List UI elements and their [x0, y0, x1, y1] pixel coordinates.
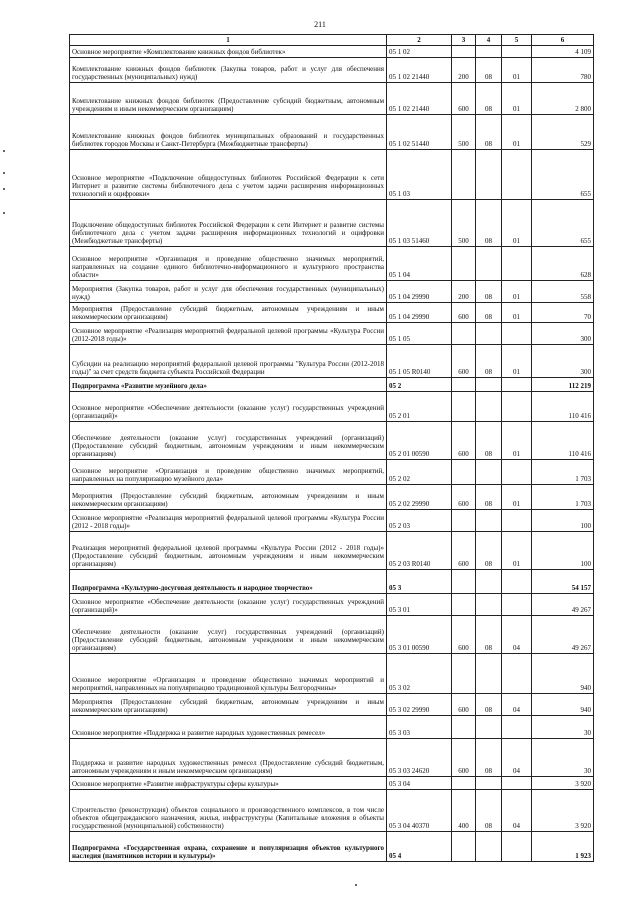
- row-expense-type: 200: [452, 58, 476, 83]
- row-expense-type: 600: [452, 616, 476, 654]
- row-subsection: [502, 46, 532, 58]
- row-subsection: 01: [502, 422, 532, 460]
- row-expense-type: 500: [452, 115, 476, 150]
- row-amount: 30: [532, 716, 594, 739]
- row-expense-type: 600: [452, 485, 476, 510]
- table-row: [70, 150, 594, 200]
- row-expense-type: [452, 247, 476, 281]
- row-subsection: 01: [502, 281, 532, 303]
- table-row: [70, 594, 594, 616]
- row-code: 05 2 03 R0140: [387, 532, 452, 570]
- table-row: [70, 694, 594, 716]
- row-section: [476, 832, 502, 862]
- row-subsection: 01: [502, 485, 532, 510]
- column-header: 6: [532, 35, 594, 46]
- table-header-row: [70, 35, 594, 46]
- row-code: 05 3 02: [387, 654, 452, 694]
- row-section: [476, 654, 502, 694]
- row-subsection: [502, 323, 532, 345]
- row-expense-type: [452, 46, 476, 58]
- row-section: [476, 510, 502, 532]
- row-section: 08: [476, 422, 502, 460]
- row-name: Комплектование книжных фондов библиотек (Закупка товаров, работ и услуг для обеспечения государственных (муниципальных) нужд): [70, 58, 387, 83]
- table-row: [70, 46, 594, 58]
- row-code: 05 2 01 00590: [387, 422, 452, 460]
- row-amount: 558: [532, 281, 594, 303]
- row-code: 05 2 02: [387, 460, 452, 485]
- budget-table: [69, 34, 594, 862]
- row-expense-type: [452, 323, 476, 345]
- row-amount: 529: [532, 115, 594, 150]
- page-number: 211: [314, 20, 326, 29]
- row-name: Основное мероприятие «Организация и проведение общественно значимых мероприятий и мероприятий, направленных на популяризацию традиционной культуры Белгородчины»: [70, 654, 387, 694]
- row-section: [476, 46, 502, 58]
- row-expense-type: 200: [452, 281, 476, 303]
- column-header: 4: [476, 35, 502, 46]
- table-row: [70, 303, 594, 323]
- row-name: Основное мероприятие «Обеспечение деятельности (оказание услуг) государственных учреждений (организаций)»: [70, 392, 387, 422]
- row-code: 05 2 02 29990: [387, 485, 452, 510]
- row-name: Основное мероприятие «Обеспечение деятельности (оказание услуг) государственных учреждений (организаций)»: [70, 594, 387, 616]
- row-expense-type: [452, 594, 476, 616]
- table-row: [70, 485, 594, 510]
- margin-dot: [3, 172, 5, 174]
- row-section: [476, 378, 502, 392]
- table-row: [70, 83, 594, 115]
- row-subsection: 01: [502, 303, 532, 323]
- row-section: 08: [476, 532, 502, 570]
- table-row: [70, 777, 594, 790]
- row-code: 05 2 01: [387, 392, 452, 422]
- row-expense-type: [452, 460, 476, 485]
- table-row: [70, 570, 594, 594]
- row-name: Мероприятия (Предоставление субсидий бюджетным, автономным учреждениям и иным некоммерческим организациям): [70, 303, 387, 323]
- table-row: [70, 790, 594, 832]
- row-name: Строительство (реконструкция) объектов социального и производственного комплексов, в том числе объектов общегражданского назначения, жилья, инфраструктуры (Капитальные вложения в объекты государственной (муниципальной) собственности): [70, 790, 387, 832]
- row-subsection: 01: [502, 115, 532, 150]
- row-section: 08: [476, 790, 502, 832]
- row-section: [476, 460, 502, 485]
- row-name: Поддержка и развитие народных художественных ремесел (Предоставление субсидий бюджетным, автономным учреждениям и иным некоммерческим организациям): [70, 739, 387, 777]
- row-section: 08: [476, 485, 502, 510]
- table-row: [70, 460, 594, 485]
- row-expense-type: 500: [452, 200, 476, 247]
- row-expense-type: [452, 510, 476, 532]
- row-name: Основное мероприятие «Поддержка и развитие народных художественных ремесел»: [70, 716, 387, 739]
- row-subsection: [502, 716, 532, 739]
- row-code: 05 3 03: [387, 716, 452, 739]
- table-row: [70, 392, 594, 422]
- row-subsection: [502, 460, 532, 485]
- row-section: 08: [476, 115, 502, 150]
- row-amount: 110 416: [532, 422, 594, 460]
- row-name: Комплектование книжных фондов библиотек (Предоставление субсидий бюджетным, автономным учреждениям и иным некоммерческим организациям): [70, 83, 387, 115]
- row-expense-type: [452, 716, 476, 739]
- column-header: 1: [70, 35, 387, 46]
- row-amount: 49 267: [532, 594, 594, 616]
- margin-dot: [355, 884, 357, 886]
- row-expense-type: [452, 654, 476, 694]
- row-amount: 4 109: [532, 46, 594, 58]
- table-row: [70, 654, 594, 694]
- row-amount: 110 416: [532, 392, 594, 422]
- row-name: Основное мероприятие «Развитие инфраструктуры сферы культуры»: [70, 777, 387, 790]
- row-name: Основное мероприятие «Реализация мероприятий федеральной целевой программы «Культура России (2012-2018 годы)»: [70, 323, 387, 345]
- row-amount: 100: [532, 510, 594, 532]
- row-code: 05 3: [387, 570, 452, 594]
- row-name: Мероприятия (Предоставление субсидий бюджетным, автономным учреждениям и иным некоммерческим организациям): [70, 485, 387, 510]
- row-subsection: [502, 832, 532, 862]
- row-code: 05 1 05: [387, 323, 452, 345]
- row-amount: 100: [532, 532, 594, 570]
- row-code: 05 3 04: [387, 777, 452, 790]
- row-subsection: 01: [502, 83, 532, 115]
- row-subsection: 01: [502, 58, 532, 83]
- table-row: [70, 378, 594, 392]
- row-section: 08: [476, 83, 502, 115]
- row-name: Субсидии на реализацию мероприятий федеральной целевой программы "Культура России (2012-2018 годы)" за счет средств бюджета субъекта Российской Федерации: [70, 345, 387, 378]
- row-expense-type: [452, 570, 476, 594]
- row-amount: 940: [532, 694, 594, 716]
- row-expense-type: [452, 832, 476, 862]
- row-section: 08: [476, 616, 502, 654]
- row-subsection: 04: [502, 790, 532, 832]
- table-row: [70, 510, 594, 532]
- margin-dot: [3, 150, 5, 152]
- table-row: [70, 281, 594, 303]
- table-row: [70, 115, 594, 150]
- row-section: [476, 716, 502, 739]
- row-name: Реализация мероприятий федеральной целевой программы «Культура России (2012 - 2018 годы)» (Предоставление субсидий бюджетным, автономным учреждениям и иным некоммерческим организациям): [70, 532, 387, 570]
- row-section: 08: [476, 200, 502, 247]
- row-subsection: 04: [502, 694, 532, 716]
- table-row: [70, 58, 594, 83]
- row-section: 08: [476, 345, 502, 378]
- row-amount: 300: [532, 323, 594, 345]
- row-subsection: 01: [502, 345, 532, 378]
- row-code: 05 2 03: [387, 510, 452, 532]
- row-name: Подпрограмма «Государственная охрана, сохранение и популяризация объектов культурного наследия (памятников истории и культуры)»: [70, 832, 387, 862]
- row-subsection: [502, 654, 532, 694]
- row-code: 05 3 03 24620: [387, 739, 452, 777]
- row-code: 05 1 04 29990: [387, 281, 452, 303]
- column-header: 2: [387, 35, 452, 46]
- row-section: [476, 594, 502, 616]
- table-row: [70, 345, 594, 378]
- row-amount: 1 703: [532, 485, 594, 510]
- row-expense-type: [452, 392, 476, 422]
- row-section: [476, 323, 502, 345]
- row-amount: 112 219: [532, 378, 594, 392]
- row-section: 08: [476, 694, 502, 716]
- row-subsection: [502, 594, 532, 616]
- row-code: 05 1 03: [387, 150, 452, 200]
- row-code: 05 3 02 29990: [387, 694, 452, 716]
- row-expense-type: 600: [452, 739, 476, 777]
- row-expense-type: 600: [452, 303, 476, 323]
- row-amount: 655: [532, 150, 594, 200]
- row-name: Мероприятия (Закупка товаров, работ и услуг для обеспечения государственных (муниципальных) нужд): [70, 281, 387, 303]
- column-header: 5: [502, 35, 532, 46]
- row-amount: 30: [532, 739, 594, 777]
- row-subsection: [502, 510, 532, 532]
- table-row: [70, 716, 594, 739]
- row-section: [476, 777, 502, 790]
- row-code: 05 4: [387, 832, 452, 862]
- row-amount: 54 157: [532, 570, 594, 594]
- row-expense-type: 600: [452, 345, 476, 378]
- table-row: [70, 200, 594, 247]
- row-code: 05 2: [387, 378, 452, 392]
- row-amount: 70: [532, 303, 594, 323]
- table-row: [70, 832, 594, 862]
- table-row: [70, 247, 594, 281]
- row-subsection: [502, 150, 532, 200]
- row-name: Комплектование книжных фондов библиотек муниципальных образований и государственных библиотек городов Москвы и Санкт-Петербурга (Межбюджетные трансферты): [70, 115, 387, 150]
- row-amount: 3 920: [532, 790, 594, 832]
- row-expense-type: [452, 777, 476, 790]
- row-expense-type: 400: [452, 790, 476, 832]
- row-code: 05 3 04 40370: [387, 790, 452, 832]
- row-name: Подпрограмма «Культурно-досуговая деятельность и народное творчество»: [70, 570, 387, 594]
- row-name: Подключение общедоступных библиотек Российской Федерации к сети Интернет и развитие системы библиотечного дела с учетом задачи расширения информационных технологий и оцифровки (Межбюджетные трансферты): [70, 200, 387, 247]
- row-code: 05 3 01 00590: [387, 616, 452, 654]
- row-expense-type: [452, 378, 476, 392]
- row-section: 08: [476, 739, 502, 777]
- row-name: Основное мероприятие «Реализация мероприятий федеральной целевой программы «Культура России (2012 - 2018 годы)»: [70, 510, 387, 532]
- row-section: [476, 247, 502, 281]
- row-name: Основное мероприятие «Комплектование книжных фондов библиотек»: [70, 46, 387, 58]
- row-subsection: [502, 247, 532, 281]
- row-name: Основное мероприятие «Организация и проведение общественно значимых мероприятий, направленных на создание единого библиотечно-информационного и культурного пространства области»: [70, 247, 387, 281]
- row-section: 08: [476, 58, 502, 83]
- row-code: 05 3 01: [387, 594, 452, 616]
- row-amount: 780: [532, 58, 594, 83]
- column-header: 3: [452, 35, 476, 46]
- row-expense-type: 600: [452, 83, 476, 115]
- row-section: 08: [476, 281, 502, 303]
- row-section: [476, 392, 502, 422]
- row-name: Основное мероприятие «Подключение общедоступных библиотек Российской Федерации к сети Интернет и развитие системы библиотечного дела с учетом задачи расширения информационных технологий и оцифровки»: [70, 150, 387, 200]
- margin-dot: [3, 212, 5, 214]
- row-code: 05 1 05 R0140: [387, 345, 452, 378]
- row-subsection: 04: [502, 739, 532, 777]
- table-row: [70, 532, 594, 570]
- row-code: 05 1 02 21440: [387, 58, 452, 83]
- row-expense-type: 600: [452, 532, 476, 570]
- row-amount: 628: [532, 247, 594, 281]
- row-subsection: [502, 378, 532, 392]
- row-amount: 1 703: [532, 460, 594, 485]
- row-name: Подпрограмма «Развитие музейного дела»: [70, 378, 387, 392]
- row-code: 05 1 04: [387, 247, 452, 281]
- row-expense-type: [452, 150, 476, 200]
- row-subsection: 01: [502, 532, 532, 570]
- row-subsection: [502, 392, 532, 422]
- row-code: 05 1 02 51440: [387, 115, 452, 150]
- row-section: [476, 570, 502, 594]
- row-code: 05 1 02: [387, 46, 452, 58]
- row-name: Основное мероприятие «Организация и проведение общественно значимых мероприятий, направленных на популяризацию музейного дела»: [70, 460, 387, 485]
- row-subsection: [502, 777, 532, 790]
- row-amount: 3 920: [532, 777, 594, 790]
- table-row: [70, 616, 594, 654]
- table-row: [70, 739, 594, 777]
- row-name: Обеспечение деятельности (оказание услуг) государственных учреждений (организаций) (Предоставление субсидий бюджетным, автономным учреждениям и иным некоммерческим организациям): [70, 616, 387, 654]
- row-expense-type: 600: [452, 422, 476, 460]
- row-name: Обеспечение деятельности (оказание услуг) государственных учреждений (организаций) (Предоставление субсидий бюджетным, автономным учреждениям и иным некоммерческим организациям): [70, 422, 387, 460]
- row-name: Мероприятия (Предоставление субсидий бюджетным, автономным учреждениям и иным некоммерческим организациям): [70, 694, 387, 716]
- row-section: 08: [476, 303, 502, 323]
- row-subsection: [502, 570, 532, 594]
- row-code: 05 1 02 21440: [387, 83, 452, 115]
- row-code: 05 1 04 29990: [387, 303, 452, 323]
- row-amount: 940: [532, 654, 594, 694]
- row-amount: 655: [532, 200, 594, 247]
- row-amount: 300: [532, 345, 594, 378]
- row-amount: 2 800: [532, 83, 594, 115]
- table-row: [70, 323, 594, 345]
- row-subsection: 04: [502, 616, 532, 654]
- margin-dot: [3, 188, 5, 190]
- row-section: [476, 150, 502, 200]
- row-amount: 49 267: [532, 616, 594, 654]
- row-subsection: 01: [502, 200, 532, 247]
- row-amount: 1 923: [532, 832, 594, 862]
- row-code: 05 1 03 51460: [387, 200, 452, 247]
- row-expense-type: 600: [452, 694, 476, 716]
- table-row: [70, 422, 594, 460]
